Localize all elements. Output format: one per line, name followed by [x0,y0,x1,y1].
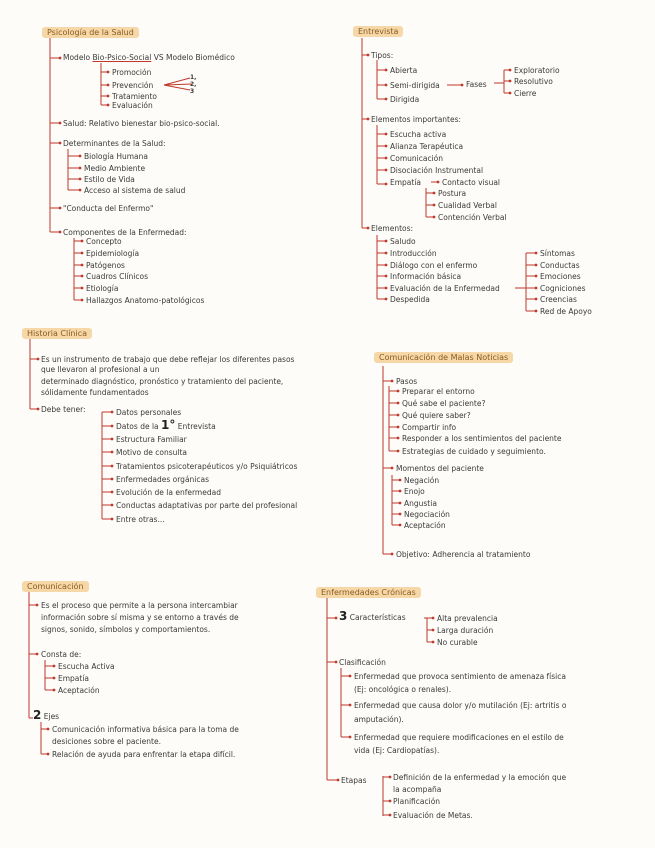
tipo-item: Semi-dirigida [390,81,440,90]
salud-definition: Salud: Relativo bienestar bio-psico-social. [63,119,220,128]
momento-item: Angustia [404,499,437,508]
consta-item: Aceptación [58,686,100,695]
paso-item: Estrategias de cuidado y seguimiento. [402,447,546,456]
caracteristica-item: Larga duración [437,626,494,635]
debe-label: Debe tener: [41,405,86,414]
modelo-item: Promoción [112,68,152,77]
componentes-label: Componentes de la Enfermedad: [63,228,187,237]
comunicacion-def-line: signos, sonido, símbolos y comportamientos. [41,625,211,634]
caracteristicas-number: 3 [339,609,348,623]
elemento-item: Evaluación de la Enfermedad [390,284,500,293]
determinantes-label: Determinantes de la Salud: [63,139,166,148]
paso-item: Qué quiere saber? [402,411,471,420]
fase-item: Resolutivo [514,77,553,86]
eje-line: Relación de ayuda para enfrentar la etapa difícil. [52,750,236,759]
debe-item: Enfermedades orgánicas [116,475,210,484]
determinante-item: Biología Humana [84,152,148,161]
debe-item: Estructura Familiar [116,435,187,444]
debe-item-entrevista [116,418,216,432]
empatia-item: Contención Verbal [438,213,507,222]
debe-item: Conductas adaptativas por parte del profesional [116,501,298,510]
evaluacion-item: Creencias [540,295,577,304]
modelo-item: Tratamiento [112,92,157,101]
componente-item: Epidemiología [86,249,140,258]
evaluacion-item: Síntomas [540,249,575,258]
pasos-label: Pasos [396,377,418,386]
clasificacion-line: Enfermedad que provoca sentimiento de amenaza física [354,672,566,681]
debe-item: Entre otras... [116,515,165,524]
elementos-label: Elementos: [371,224,414,233]
historia-def-line: determinado diagnóstico, pronóstico y tratamiento del paciente, [41,377,284,386]
consta-item: Escucha Activa [58,662,115,671]
importante-item: Escucha activa [390,130,447,139]
clasificacion-line: amputación). [354,715,404,724]
modelo-pre: Modelo [63,53,93,62]
debe-item: Datos personales [116,408,182,417]
historia-def-line: sólidamente fundamentados [41,388,149,397]
ejes-number: 2 [33,708,42,722]
importante-item: Alianza Terapéutica [390,142,464,151]
evaluacion-item: Red de Apoyo [540,307,592,316]
consta-label: Consta de: [41,650,82,659]
empatia-item: Contacto visual [442,178,501,187]
entrevista-number: 1° [161,418,176,432]
componente-item: Concepto [86,237,122,246]
fase-item: Exploratorio [514,66,560,75]
importantes-label: Elementos importantes: [371,115,462,124]
fases-label: Fases [466,80,487,89]
momento-item: Negociación [404,510,450,519]
section-title-comunicacion: Comunicación [22,581,89,592]
debe-item: Motivo de consulta [116,448,188,457]
section-title-psicologia-salud: Psicología de la Salud [42,27,139,38]
debe-item: Evolución de la enfermedad [116,488,221,497]
momento-item: Aceptación [404,521,446,530]
elemento-item: Saludo [390,237,416,246]
tipos-label: Tipos: [371,51,394,60]
etapa-line: Definición de la enfermedad y la emoción que [393,773,567,782]
caracteristicas-label: Características [349,613,406,622]
comunicacion-def-line: Es el proceso que permite a la persona intercambiar [41,601,238,610]
paso-item: Responder a los sentimientos del paciente [402,434,562,443]
comunicacion-def-line: información sobre sí misma y se entorno a través de [41,613,239,622]
elemento-item: Introducción [390,249,437,258]
section-title-historia-clinica: Historia Clínica [22,328,92,339]
evaluacion-item: Emociones [540,272,581,281]
tipo-item: Dirigida [390,95,420,104]
ejes-label: Ejes [43,712,60,721]
section-title-entrevista: Entrevista [353,26,403,37]
section-title-enfermedades-cronicas: Enfermedades Crónicas [316,587,421,598]
etapa-line: la acompaña [393,785,442,794]
importante-item: Comunicación [390,154,443,163]
elemento-item: Diálogo con el enfermo [390,261,478,270]
historia-def-line: Es un instrumento de trabajo que debe reflejar los diferentes pasos [41,355,295,364]
determinante-item: Acceso al sistema de salud [84,186,186,195]
paso-item: Compartir info [402,423,457,432]
caracteristica-item: No curable [437,638,478,647]
momento-item: Negación [404,476,440,485]
elemento-item: Despedida [390,295,430,304]
historia-def-line: que llevaron al profesional a un [41,365,160,374]
tipo-item: Abierta [390,66,418,75]
modelo-bps: Bio-Psico-Social [92,53,152,62]
modelo-post: VS Modelo Biomédico [151,53,235,62]
clasificacion-line: Enfermedad que requiere modificaciones en el estilo de [354,733,564,742]
clasificacion-label: Clasificación [339,658,386,667]
importante-item: Empatía [390,178,422,187]
eje-line: desiciones sobre el paciente. [52,737,161,746]
ejes-heading [33,708,60,722]
paso-item: Preparar el entorno [402,387,475,396]
importante-item: Disociación Instrumental [390,166,484,175]
objetivo: Objetivo: Adherencia al tratamiento [396,550,531,559]
componente-item: Hallazgos Anatomo-patológicos [86,296,205,305]
debe-item: Datos de la [116,422,162,431]
eje-line: Comunicación informativa básica para la toma de [52,725,239,734]
componente-item: Cuadros Clínicos [86,272,149,281]
componente-item: Etiología [86,284,119,293]
clasificacion-line: Enfermedad que causa dolor y/o mutilación (Ej: artritis o [354,701,567,710]
paso-item: Qué sabe el paciente? [402,399,486,408]
modelo-item: Prevención [112,81,154,90]
momento-item: Enojo [404,487,425,496]
clasificacion-line: (Ej: oncológica o renales). [354,685,452,694]
etapa-line: Evaluación de Metas. [393,811,473,820]
momentos-label: Momentos del paciente [396,464,484,473]
section-title-malas-noticias: Comunicación de Malas Noticias [374,352,513,363]
etapas-label: Etapas [341,776,367,785]
empatia-item: Cualidad Verbal [438,201,497,210]
componente-item: Patógenos [86,261,125,270]
modelo-label [63,53,235,62]
entrevista-word: Entrevista [175,422,216,431]
evaluacion-item: Conductas [540,261,580,270]
empatia-item: Postura [438,189,467,198]
caracteristica-item: Alta prevalencia [437,614,498,623]
debe-item: Tratamientos psicoterapéuticos y/o Psiquiátricos [116,462,298,471]
fase-item: Cierre [514,89,537,98]
caracteristicas-heading [339,609,406,623]
etapa-line: Planificación [393,797,441,806]
elemento-item: Información básica [390,272,462,281]
consta-item: Empatía [58,674,90,683]
prevencion-levels: 1, 2, 3 [190,74,197,95]
clasificacion-line: vida (Ej: Cardiopatías). [354,746,440,755]
evaluacion-item: Cogniciones [540,284,586,293]
modelo-item: Evaluación [112,101,153,110]
determinante-item: Estilo de Vida [84,175,135,184]
determinante-item: Medio Ambiente [84,164,146,173]
conducta-enfermo: "Conducta del Enfermo" [63,204,154,213]
